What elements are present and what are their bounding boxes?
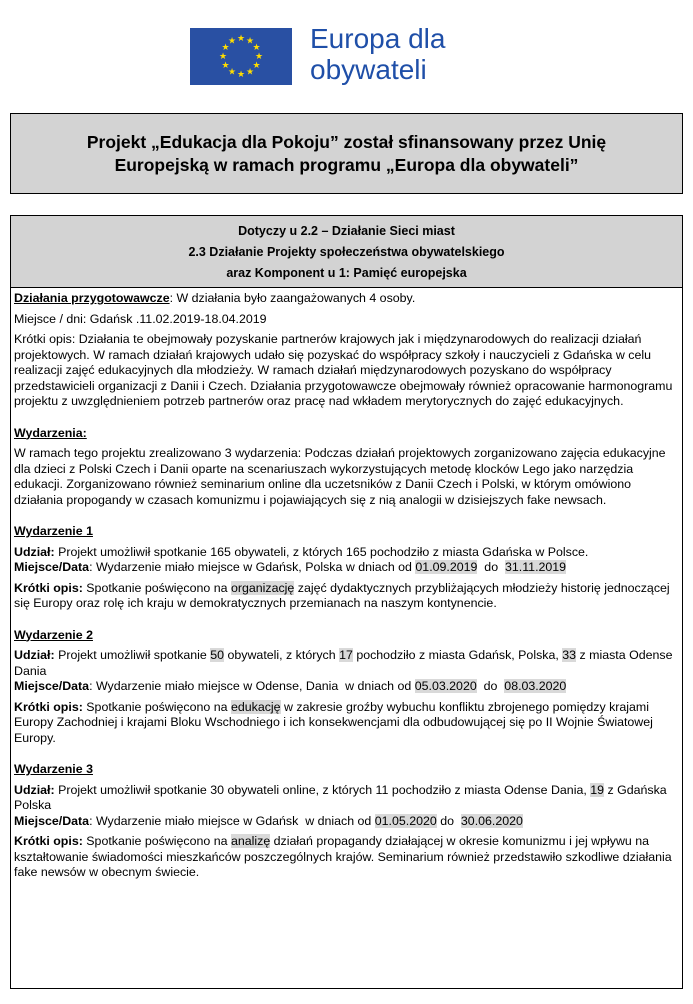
participant-total: 50 [210, 648, 225, 662]
svg-text:★: ★ [245, 35, 255, 46]
participation-text: obywateli, z których [224, 648, 340, 662]
section-header-line-1: Dotyczy u 2.2 – Działanie Sieci miast [238, 224, 455, 238]
date-to: 08.03.2020 [504, 679, 567, 693]
participant-count-gdansk: 19 [590, 782, 605, 797]
date-to: 30.06.2020 [460, 813, 523, 828]
participation-text: Projekt umożliwił spotkanie [54, 648, 211, 662]
preparatory-summary [14, 291, 679, 307]
date-from: 05.03.2020 [414, 679, 477, 693]
participation-label: Udział: [14, 782, 55, 797]
place-text: : Wydarzenie miało miejsce w Odense, Dania w dniach od [89, 679, 415, 693]
participant-count-odense: 33 [562, 648, 577, 662]
svg-text:★: ★ [221, 60, 230, 70]
section-header-line-3: araz Komponent u 1: Pamięć europejska [226, 266, 467, 280]
svg-text:★: ★ [227, 66, 237, 77]
svg-text:★: ★ [221, 42, 230, 52]
events-intro-text: W ramach tego projektu zrealizowano 3 wydarzenia: Podczas działań projektowych zorganizowano zajęcia edukacyjne dla dzieci z Polski Czech i Danii oparte na scenariuszach wykorzystujących metodę klocków Lego jako narzędzia edukacji. Zorganizowano również seminarium online dla uczetsników z Danii Czech i Polski, w którym omówiono działania propogandy w czasach komunizmu i pojawiających się z nią analogii w dzisiejszych fake newsach. [14, 446, 666, 507]
place-date-label: Miejsce/Data [14, 679, 90, 693]
event-2-participation [14, 648, 679, 679]
event-1 [14, 524, 679, 612]
desc-text: zajęć dydaktycznych przybliżających młodzieży historię jednoczącej się Europy oraz rolę ich kraju w demokratycznych przemianach na naszym kontynencie. [14, 580, 670, 610]
preparatory-heading: Działania przygotowawcze [14, 291, 170, 305]
section-header [11, 216, 682, 288]
title-line-2: Europejską w ramach programu „Europa dla obywateli” [114, 154, 579, 175]
participation-text: z miasta Odense Dania [14, 648, 673, 678]
event-2-heading: Wydarzenie 2 [14, 627, 93, 642]
short-desc-label: Krótki opis: [14, 580, 83, 595]
participant-count-gdansk: 17 [339, 648, 353, 662]
logo-line-1: Europa dla [310, 23, 446, 54]
desc-text: w zakresie groźby wybuchu konfliktu zbrojenego pomiędzy krajami Europy Zachodniej i krajami Bloku Wschodniego i ich konsekwencjami dla odbudowującej się po II Wojnie Światowej Europy. [14, 699, 653, 745]
date-from: 01.05.2020 [374, 813, 437, 828]
place-date-label: Miejsce/Data [14, 560, 90, 574]
svg-text:★: ★ [245, 66, 255, 77]
logo-text [310, 23, 445, 85]
event-3 [14, 762, 679, 881]
svg-text:★: ★ [218, 51, 228, 61]
preparatory-place-dates: Miejsce / dni: Gdańsk .11.02.2019-18.04.2019 [14, 311, 267, 326]
place-date-label: Miejsce/Data [14, 813, 90, 828]
date-sep: do [477, 560, 505, 574]
event-1-description [14, 581, 679, 612]
content [11, 288, 682, 881]
desc-text: Spotkanie poświęcono na [82, 699, 231, 714]
event-3-place-date [14, 814, 679, 830]
europa-dla-obywateli-logo [190, 23, 446, 85]
events-heading: Wydarzenia: [14, 425, 87, 440]
svg-text:★: ★ [227, 35, 237, 46]
participation-text: pochodziło z miasta Gdańsk, Polska, [352, 648, 563, 662]
event-2-description [14, 700, 679, 747]
desc-highlight: edukację [230, 699, 281, 714]
svg-text:★: ★ [236, 33, 246, 43]
place-text: : Wydarzenie miało miejsce w Gdańsk, Polska w dniach od [89, 560, 416, 574]
date-sep: do [436, 813, 461, 828]
event-2 [14, 628, 679, 747]
desc-text: Spotkanie poświęcono na [82, 580, 231, 595]
desc-text: Spotkanie poświęcono na [82, 834, 231, 848]
event-2-place-date [14, 679, 679, 695]
date-from: 01.09.2019 [415, 560, 478, 574]
participation-text: Projekt umożliwił spotkanie 165 obywateli, z których 165 pochodziło z miasta Gdańska w Polsce. [54, 544, 589, 559]
event-3-heading: Wydarzenie 3 [14, 762, 93, 776]
event-3-description [14, 834, 679, 881]
short-desc-label: Krótki opis: [14, 699, 83, 714]
svg-text:★: ★ [254, 51, 264, 61]
date-to: 31.11.2019 [504, 560, 567, 574]
participation-label: Udział: [14, 648, 55, 662]
title-line-1: Projekt „Edukacja dla Pokoju” został sfinansowany przez Unię [86, 131, 607, 152]
eu-flag-icon [190, 28, 292, 85]
preparatory-description: Krótki opis: Działania te obejmowały pozyskanie partnerów krajowych jak i międzynarodowych do realizacji działań projektowych. W ramach działań krajowych udało się pozyskać do współpracy szkoły i nauczycieli z Gdańska w celu realizacji zajęć edukacyjnych dla młodzieży. W ramach działań międzynarodowych pozyskano do współpracy przedstawicieli organizacji z Danii i Czech. Działania przygotowawcze obejmowały również opracowanie harmonogramu projektu z uwzględnieniem potrzeb partnerów oraz pracę nad wkładem merytorycznych do zajęć edukacyjnych. [14, 332, 673, 408]
participation-text: z Gdańska Polska [14, 782, 667, 812]
participation-label: Udział: [14, 544, 55, 559]
logo-line-2: obywateli [310, 54, 427, 85]
event-1-heading: Wydarzenie 1 [14, 524, 93, 538]
place-text: : Wydarzenie miało miejsce w Gdańsk w dniach od [89, 813, 375, 828]
project-details-box [10, 215, 683, 989]
date-sep: do [476, 679, 505, 693]
participation-text: Projekt umożliwił spotkanie 30 obywateli online, z których 11 pochodziło z miasta Odense Dania, [54, 782, 591, 797]
section-header-line-2: 2.3 Działanie Projekty społeczeństwa obywatelskiego [188, 245, 505, 259]
event-1-place-date [14, 560, 679, 576]
page-title [87, 131, 606, 177]
desc-text: działań propagandy działającej w okresie komunizmu i jej wpływu na kształtowanie świadomości mieszkańców poszczególnych krajów. Seminarium również przedstawiło szkodliwe działania fake newsów w obecnym świecie. [14, 834, 672, 879]
svg-text:★: ★ [252, 60, 261, 70]
funding-title-box [10, 113, 683, 194]
short-desc-label: Krótki opis: [14, 834, 83, 848]
preparatory-staff: : W działania było zaangażowanych 4 osoby. [169, 291, 416, 305]
desc-highlight: analizę [230, 834, 271, 848]
event-1-participation [14, 545, 679, 561]
desc-highlight: organizację [230, 580, 295, 595]
svg-text:★: ★ [252, 42, 261, 52]
svg-text:★: ★ [236, 69, 246, 79]
event-3-participation [14, 783, 679, 814]
